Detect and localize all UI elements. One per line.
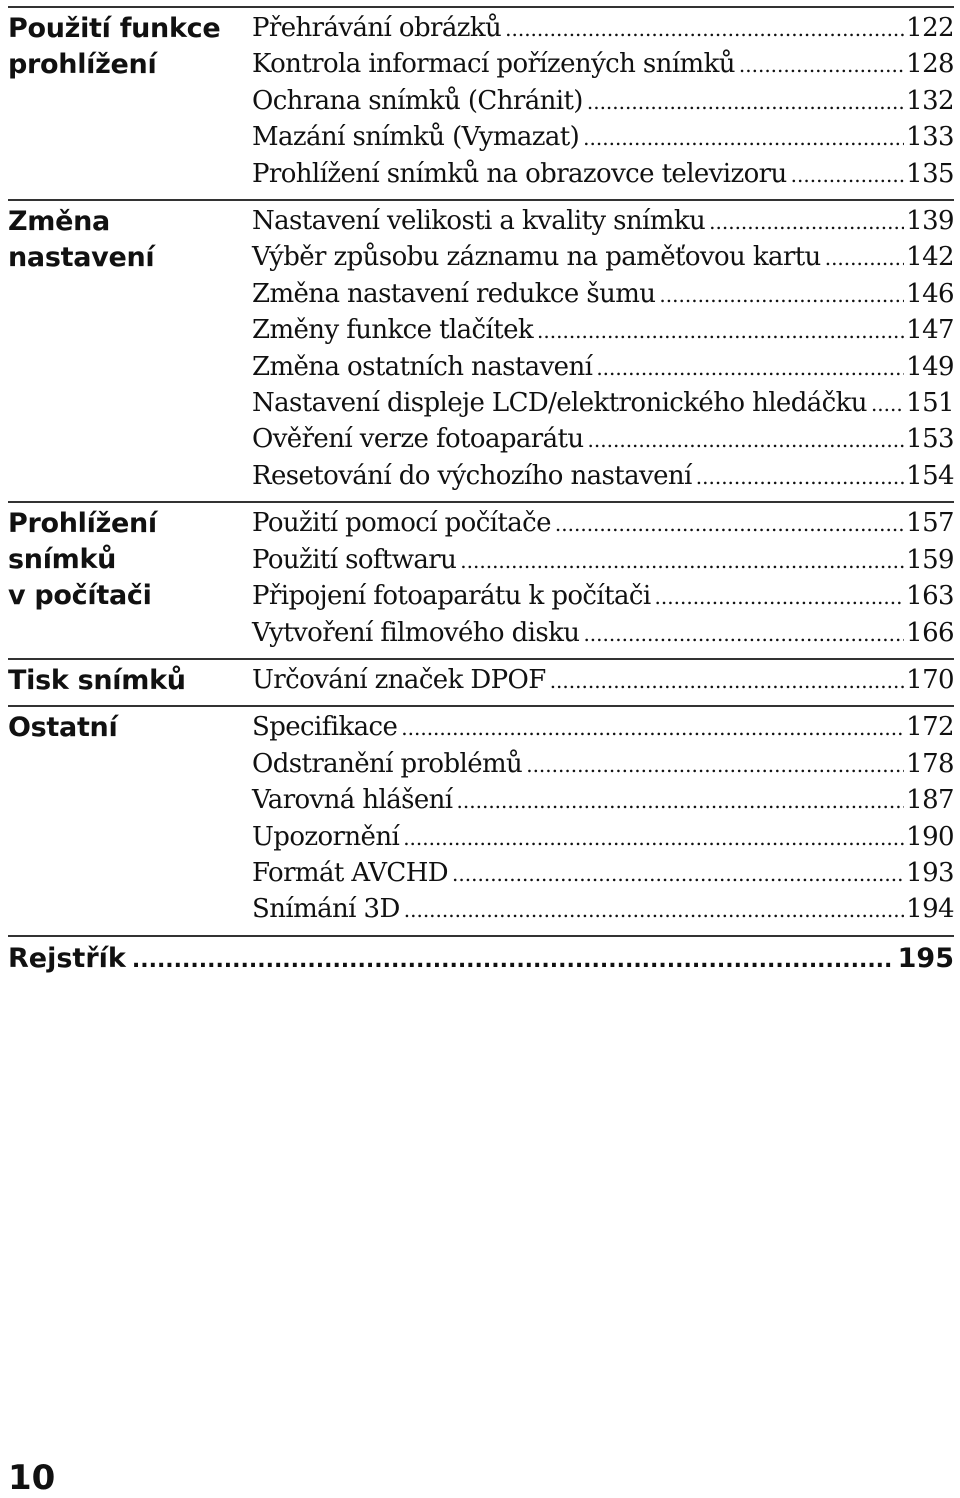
entry-label: Vytvoření filmového disku	[252, 617, 580, 648]
toc-entry[interactable]	[252, 616, 954, 652]
entry-page: 187	[906, 785, 954, 816]
entry-page: 147	[906, 315, 954, 346]
entry-label: Určování značek DPOF	[252, 664, 546, 695]
entry-label: Varovná hlášení	[252, 785, 453, 816]
entry-label: Změna nastavení redukce šumu	[252, 278, 656, 309]
entry-page: 172	[906, 712, 954, 743]
entry-label: Formát AVCHD	[252, 857, 449, 888]
entry-page: 142	[906, 242, 954, 273]
entry-page: 154	[906, 460, 954, 491]
dot-leader	[583, 121, 904, 156]
entry-label: Snímání 3D	[252, 894, 400, 925]
entry-label: Připojení fotoaparátu k počítači	[252, 581, 651, 612]
entry-page: 133	[906, 122, 954, 153]
index-page: 195	[897, 942, 954, 974]
entry-label: Prohlížení snímků na obrazovce televizoru	[252, 158, 787, 189]
section-entries	[252, 710, 954, 928]
toc-entry[interactable]	[252, 422, 954, 458]
toc-section-printing	[8, 658, 954, 705]
toc-entry[interactable]	[252, 350, 954, 386]
dot-leader	[452, 857, 904, 892]
entry-page: 139	[906, 206, 954, 237]
entry-label: Odstranění problémů	[252, 748, 523, 779]
dot-leader	[709, 205, 904, 240]
toc-entry[interactable]	[252, 47, 954, 83]
toc-entry[interactable]	[252, 313, 954, 349]
toc-entry[interactable]	[252, 459, 954, 495]
dot-leader	[791, 158, 905, 193]
dot-leader	[583, 617, 904, 652]
table-of-contents	[8, 6, 954, 980]
entry-page: 132	[906, 85, 954, 116]
entry-page: 193	[906, 857, 954, 888]
entry-page: 135	[906, 158, 954, 189]
entry-page: 178	[906, 748, 954, 779]
toc-entry[interactable]	[252, 157, 954, 193]
dot-leader	[739, 48, 904, 83]
dot-leader	[460, 544, 904, 579]
section-entries	[252, 204, 954, 495]
entry-page: 157	[906, 508, 954, 539]
entry-label: Použití pomocí počítače	[252, 508, 551, 539]
dot-leader	[871, 387, 904, 422]
toc-section-other	[8, 705, 954, 934]
entry-label: Výběr způsobu záznamu na paměťovou kartu	[252, 242, 821, 273]
toc-entry[interactable]	[252, 277, 954, 313]
entry-page: 146	[906, 278, 954, 309]
section-title: Použití funkce prohlížení	[8, 13, 221, 80]
toc-entry[interactable]	[252, 579, 954, 615]
dot-leader	[526, 748, 904, 783]
toc-entry[interactable]	[252, 204, 954, 240]
toc-entry[interactable]	[252, 892, 954, 928]
entry-page: 153	[906, 424, 954, 455]
dot-leader	[404, 893, 904, 928]
section-title: Prohlížení snímků v počítači	[8, 508, 157, 612]
entry-page: 190	[906, 821, 954, 852]
entry-page: 159	[906, 544, 954, 575]
entry-label: Změna ostatních nastavení	[252, 351, 593, 382]
entry-label: Ověření verze fotoaparátu	[252, 424, 584, 455]
toc-index-entry[interactable]	[8, 935, 954, 980]
entry-label: Mazání snímků (Vymazat)	[252, 122, 580, 153]
entry-label: Specifikace	[252, 712, 398, 743]
toc-entry[interactable]	[252, 783, 954, 819]
dot-leader	[401, 711, 904, 746]
toc-entry[interactable]	[252, 710, 954, 746]
toc-section-playback	[8, 6, 954, 199]
dot-leader	[588, 423, 905, 458]
entry-page: 163	[906, 581, 954, 612]
dot-leader	[555, 507, 904, 542]
entry-page: 151	[906, 388, 954, 419]
entry-page: 149	[906, 351, 954, 382]
entry-label: Nastavení velikosti a kvality snímku	[252, 206, 706, 237]
toc-section-settings	[8, 199, 954, 501]
entry-label: Změny funkce tlačítek	[252, 315, 534, 346]
entry-label: Použití softwaru	[252, 544, 457, 575]
entry-page: 194	[906, 894, 954, 925]
toc-entry[interactable]	[252, 820, 954, 856]
toc-entry[interactable]	[252, 120, 954, 156]
page-number: 10	[8, 1458, 56, 1498]
dot-leader	[655, 580, 905, 615]
entry-page: 170	[906, 664, 954, 695]
dot-leader	[587, 85, 904, 120]
dot-leader	[537, 314, 904, 349]
toc-entry[interactable]	[252, 84, 954, 120]
entry-label: Kontrola informací pořízených snímků	[252, 49, 735, 80]
dot-leader	[825, 241, 904, 276]
toc-entry[interactable]	[252, 747, 954, 783]
dot-leader	[550, 664, 904, 699]
section-title: Změna nastavení	[8, 206, 155, 274]
dot-leader	[505, 12, 904, 47]
entry-label: Ochrana snímků (Chránit)	[252, 85, 583, 116]
toc-entry[interactable]	[252, 543, 954, 579]
toc-entry[interactable]	[252, 856, 954, 892]
entry-label: Nastavení displeje LCD/elektronického hledáčku	[252, 388, 867, 419]
toc-entry[interactable]	[252, 11, 954, 47]
entry-label: Přehrávání obrázků	[252, 13, 502, 43]
toc-entry[interactable]	[252, 506, 954, 542]
section-entries	[252, 506, 954, 652]
toc-section-computer	[8, 501, 954, 658]
toc-entry[interactable]	[252, 386, 954, 422]
section-entries	[252, 11, 954, 193]
dot-leader	[659, 278, 904, 313]
entry-label: Resetování do výchozího nastavení	[252, 460, 692, 491]
dot-leader	[596, 351, 904, 386]
section-title: Ostatní	[8, 712, 118, 744]
entry-page: 128	[906, 49, 954, 80]
section-entries	[252, 663, 954, 699]
dot-leader	[403, 821, 904, 856]
dot-leader	[132, 942, 892, 980]
entry-page: 122	[906, 13, 954, 43]
dot-leader	[696, 460, 904, 495]
index-label: Rejstřík	[8, 942, 126, 974]
entry-label: Upozornění	[252, 821, 400, 852]
section-title: Tisk snímků	[8, 664, 186, 696]
dot-leader	[457, 784, 905, 819]
entry-page: 166	[906, 617, 954, 648]
toc-entry[interactable]	[252, 663, 954, 699]
toc-entry[interactable]	[252, 240, 954, 276]
